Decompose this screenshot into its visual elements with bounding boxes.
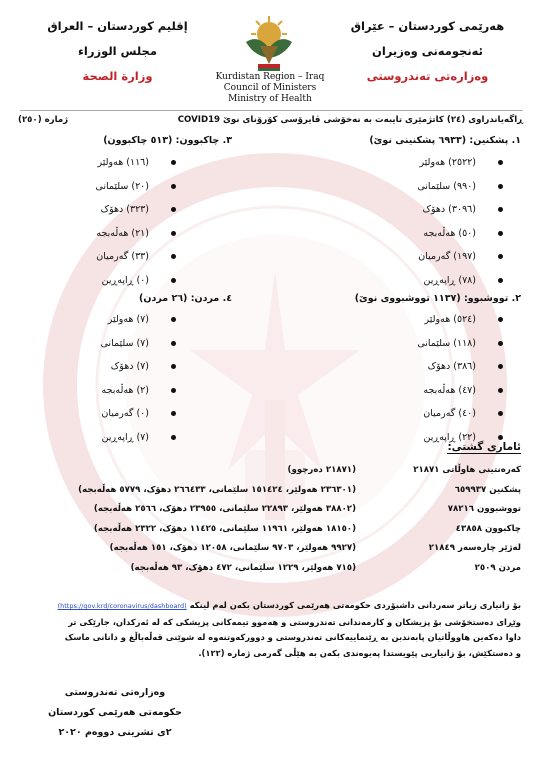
header-arabic-ministry: وزارة الصحة	[82, 69, 153, 83]
header-kurdish-block	[340, 14, 515, 89]
stat-label: لەژێر چارەسەر ٢١٨٤٩	[428, 543, 521, 553]
table-row	[21, 520, 521, 540]
bullet-icon	[498, 160, 503, 165]
list-item: (٢٢) ڕاپەڕین	[417, 426, 503, 450]
list-item: (٣٢٣) دهۆک	[95, 198, 176, 222]
statement-title: ڕاگەیاندراوی (٢٤) کاتژمێری تایبەت بە نەخۆشی ڤایرۆسی کۆرۆنای نوێ COVID19	[177, 115, 523, 125]
header-arabic-council: مجلس الوزراء	[78, 44, 157, 58]
bullet-icon	[498, 254, 503, 259]
stat-label: چاکبوون ٤٣٨٥٨	[455, 523, 521, 534]
bullet-icon	[171, 435, 176, 440]
bullet-icon	[171, 388, 176, 393]
deaths-heading: ٤. مردن: (٢٦ مردن)	[139, 293, 232, 304]
bullet-icon	[171, 364, 176, 369]
paragraph-line-1: بۆ زانیاری زیاتر سەردانی داشبۆردی حکومەتی هەرێمی کوردستان بکەن لەم لینکە (https://gov.krd/coronavirus/dashboard)	[57, 600, 521, 610]
infections-heading: ٢. تووشبوو: (١١٣٧ تووشبووی نوێ)	[354, 293, 521, 304]
info-paragraph	[21, 598, 521, 661]
signature-block	[35, 683, 195, 743]
list-item: (٧) هەولێر	[101, 308, 176, 332]
statement-number: ژمارە (٢٥٠)	[18, 115, 69, 125]
header-divider	[20, 110, 523, 111]
bullet-icon	[498, 364, 503, 369]
bullet-icon	[171, 411, 176, 416]
bullet-icon	[498, 278, 503, 283]
stat-label: تووشبوون ٧٨٢١٦	[447, 504, 521, 514]
stat-label: پشکنین ٦٥٩٩٣٧	[454, 484, 521, 495]
stat-detail: (٢٣٦٣٠١ هەولێر، ١٥١٤٢٤ سلێمانی، ٢٦٦٤٣٣ دهۆک، ٥٧٧٩ هەڵەبجە)	[78, 484, 356, 495]
header-english-ministry: Ministry of Health	[228, 94, 312, 104]
stat-label: کەرەنتینی هاوڵاتی ٢١٨٧١	[413, 465, 521, 475]
table-row	[21, 481, 521, 501]
stat-detail: (٢١٨٧١ دەرچوو)	[287, 465, 356, 475]
table-row	[21, 559, 521, 579]
statement-title-line	[18, 115, 523, 125]
list-item: (٧) سلێمانی	[101, 332, 176, 356]
list-item: (٧) دهۆک	[101, 355, 176, 379]
recovered-heading: ٣. چاکبوون: (٥١٣ چاکبوون)	[103, 135, 232, 146]
signature-date: ٢ی تشرینی دووەم ٢٠٢٠	[58, 727, 172, 738]
deaths-list	[101, 308, 176, 449]
list-item: (٠) ڕاپەڕین	[95, 269, 176, 293]
tests-heading: ١. پشکنین: (٦٩٣٣ پشکنینی نوێ)	[369, 135, 521, 146]
list-item: (٥٢٤) هەولێر	[417, 308, 503, 332]
list-item: (٣٨٦) دهۆک	[417, 355, 503, 379]
recovered-list	[95, 151, 176, 292]
bullet-icon	[498, 317, 503, 322]
header-kurdish-region: هەرێمی کوردستان – عێراق	[350, 19, 505, 33]
table-row	[21, 461, 521, 481]
stat-detail: (٣٨٨٠٢ هەولێر، ٢٢٨٩٣ سلێمانی، ٢٣٩٥٥ دهۆک، ٢٥٦٦ هەڵەبجە)	[93, 504, 356, 514]
list-item: (٧٨) ڕاپەڕین	[417, 269, 503, 293]
paragraph-line-3: داوا دەکەین هاووڵاتیان پابەندبن بە ڕێنماییەکانی تەندروستی و دوورکەوتنەوە لە شوێنی قەڵەباڵغ و دانانی ماسک	[64, 632, 521, 642]
bullet-icon	[498, 388, 503, 393]
bullet-icon	[498, 411, 503, 416]
bullet-icon	[171, 317, 176, 322]
bullet-icon	[171, 160, 176, 165]
general-stats-table	[21, 461, 521, 578]
kurdistan-emblem	[238, 12, 300, 74]
header-english-council: Council of Ministers	[223, 83, 317, 93]
paragraph-line-2: وێڕای دەستخۆشی بۆ پزیشکان و کارمەندانی تەندروستی و هەموو تیمەکانی پزیشکی کە لە ئەرکدان، جارێکی تر	[68, 616, 521, 627]
header-english-region: Kurdistan Region – Iraq	[215, 72, 325, 82]
signature-government: حکومەتی هەرێمی کوردستان	[48, 707, 182, 718]
bullet-icon	[171, 231, 176, 236]
bullet-icon	[171, 341, 176, 346]
list-item: (٢) هەڵەبجە	[101, 379, 176, 403]
header-english-block	[180, 72, 360, 105]
infections-list	[417, 308, 503, 449]
list-item: (٥٠) هەڵەبجە	[417, 222, 503, 246]
table-row	[21, 539, 521, 559]
stat-label: مردن ٢٥٠٩	[474, 562, 521, 573]
stat-detail: (١٨١٥٠ هەولێر، ١١٩٦١ سلێمانی، ١١٤٢٥ دهۆک، ٢٣٢٢ هەڵەبجە)	[93, 523, 356, 534]
bullet-icon	[171, 278, 176, 283]
bullet-icon	[171, 254, 176, 259]
list-item: (٢٠) سلێمانی	[95, 175, 176, 199]
bullet-icon	[498, 341, 503, 346]
bullet-icon	[498, 184, 503, 189]
list-item: (٤٧) هەڵەبجە	[417, 379, 503, 403]
bullet-icon	[498, 231, 503, 236]
stat-detail: (٩٩٢٧ هەولێر، ٩٧٠٣ سلێمانی، ١٢٠٥٨ دهۆک، ١٥١ هەڵەبجە)	[109, 543, 356, 553]
stat-detail: (٧١٥ هەولێر، ١٢٢٩ سلێمانی، ٤٧٢ دهۆک، ٩٣ هەڵەبجە)	[130, 562, 356, 573]
bullet-icon	[171, 207, 176, 212]
list-item: (٣٠٩٦) دهۆک	[417, 198, 503, 222]
header-kurdish-council: ئەنجومەنی وەزیران	[372, 44, 483, 58]
list-item: (٢١) هەڵەبجە	[95, 222, 176, 246]
list-item: (٠) گەرمیان	[101, 402, 176, 426]
list-item: (٤٠) گەرمیان	[417, 402, 503, 426]
list-item: (٣٣) گەرمیان	[95, 245, 176, 269]
list-item: (١١٦) هەولێر	[95, 151, 176, 175]
table-row	[21, 500, 521, 520]
header-arabic-region: إقليم كوردستان – العراق	[47, 19, 188, 33]
bullet-icon	[171, 184, 176, 189]
list-item: (٩٩٠) سلێمانی	[417, 175, 503, 199]
list-item: (٧) ڕاپەڕین	[101, 426, 176, 450]
header-arabic-block	[30, 14, 205, 89]
list-item: (٢٥٢٢) هەولێر	[417, 151, 503, 175]
general-stats-heading: ئاماری گشتی:	[447, 441, 521, 453]
signature-ministry: وەزارەتی تەندروستی	[64, 687, 166, 698]
list-item: (١١٨) سلێمانی	[417, 332, 503, 356]
paragraph-line-4: و دەستکێش، بۆ زانیاریی پێویستدا پەیوەندی بکەن بە هێڵی گەرمی ژمارە (١٢٢).	[198, 647, 521, 658]
bullet-icon	[498, 435, 503, 440]
header-kurdish-ministry: وەزارەتی تەندروستی	[366, 69, 489, 83]
dashboard-link[interactable]: (https://gov.krd/coronavirus/dashboard)	[57, 602, 187, 610]
tests-list	[417, 151, 503, 292]
list-item: (١٩٧) گەرمیان	[417, 245, 503, 269]
bullet-icon	[498, 207, 503, 212]
